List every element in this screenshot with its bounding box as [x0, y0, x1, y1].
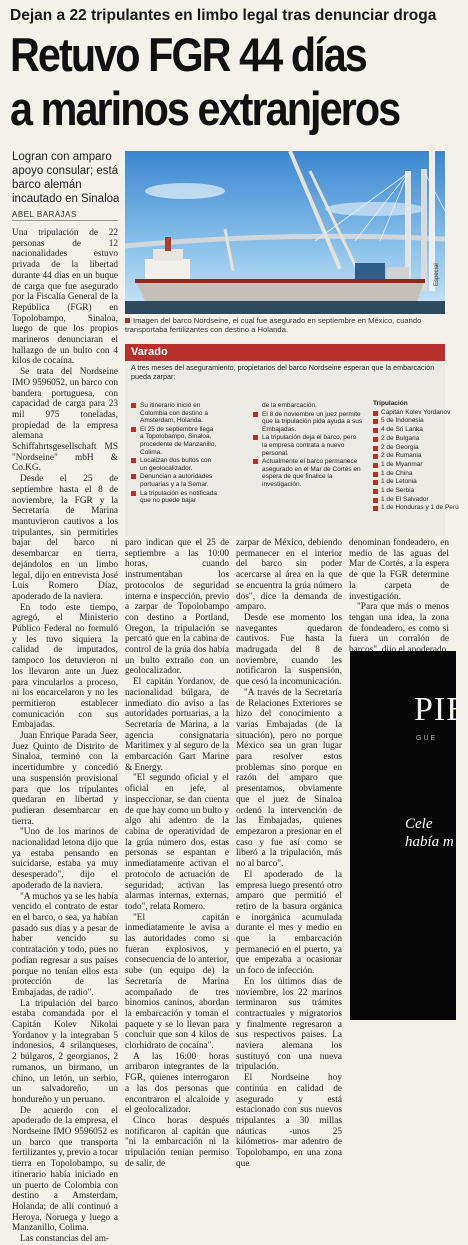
caption-marker	[125, 318, 130, 323]
timeline-item: Su itinerario inició en Colombia con destino a Amsterdam, Holanda.	[131, 402, 217, 425]
paragraph: Cinco horas después notificaron al capitán que "ni la embarcación ni la tripulación tenían permiso de salir, de	[125, 1115, 229, 1169]
paragraph: A las 16:00 horas arribaron integrantes de la FGR, quienes interrogaron a las dos personas que encontraron el alcaloide y el geolocalizador.	[125, 1051, 229, 1116]
paragraph: "El segundo oficial y el oficial en jefe, al inspeccionar, se dan cuenta de que hay como un bulto y algo ahí adentro de la cabina de operatividad de la grúa número dos, estas personas se espantan e inmediatamente activan el protocolo de actuación de seguridad; activan las alarmas internas, externas, todo", relata Romero.	[125, 773, 229, 912]
advertisement[interactable]	[350, 651, 468, 1020]
paragraph: "A muchos ya se les había vencido el contrato de estar en el barco, o sea, ya habían pasado sus días y a pesar de haber vencido su contratación y todo, pues no podían regresar a sus países porque no tenían ellos esta protección de las Embajadas, de radio".	[12, 891, 118, 998]
crew-row: 1 de Serbia	[373, 487, 445, 496]
article-column-1	[12, 228, 118, 1245]
timeline-item: Localizan dos bultos con un geolocalizador.	[131, 457, 217, 472]
paragraph: El apoderado de la empresa luego presentó otro amparo que permitió el retiro de la basura orgánica e inorgánica acumulada durante el mes y medio en que la embarcación permaneció en el puerto, ya que empezaba a ocasionar un foco de infección.	[236, 869, 342, 977]
sidebar-box	[125, 344, 459, 536]
paragraph: El capitán Yordanov, de nacionalidad búlgara, de inmediato dio aviso a las autoridades portuarias, a la Secretaría de Marina, a la agencia consignataria Maritimex y al seguro de la embarcación Gart Marine & Energy.	[125, 677, 229, 773]
caption-text: Imagen del barco Nordseine, el cual fue asegurado en septiembre en México, cuando transportaba fertilizantes con destino a Holanda.	[125, 316, 422, 335]
crew-title: Tripulación	[373, 400, 408, 407]
paragraph: "A través de la Secretaría de Relaciones Exteriores se hizo del conocimiento a varias Embajadas (de la situación), pero no porque México sea un gran lugar para resolver estos problemas sino porque en razón del amparo que presentamos, obviamente que el juez de Sinaloa ordenó la intervención de las Embajadas, quienes empezaron a presionar en el caso y fue así como se liberó a la tripulación, más no al barco".	[236, 687, 342, 870]
crew-row: 1 de China	[373, 470, 445, 479]
crew-row: 1 de El Salvador	[373, 496, 445, 505]
paragraph: Desde ese momento los navegantes quedaron cautivos. Fue hasta la madrugada del 8 de noviembre, cuando les notificaron la suspensión, que cesó la incomunicación.	[236, 612, 342, 688]
paragraph: denominan fondeadero, en medio de las aguas del Mar de Cortés, a la espera de que la FGR determine la carpeta de investigación.	[349, 538, 449, 602]
paragraph: Se trata del Nordseine IMO 9596052, un barco con bandera portuguesa, con capacidad de carga para 23 mil 975 toneladas, propiedad de la empresa alemana Schiffahrtsgesellschaft MS "Nordseine" mbH & Co.KG.	[12, 367, 118, 474]
ship-photo	[125, 151, 445, 314]
timeline-middle	[253, 402, 363, 490]
timeline-left	[131, 402, 217, 506]
paragraph: Juan Enrique Parada Seer, Juez Quinto de Distrito de Sinaloa, terminó con la incertidumbre y concedió una suspensión provisional para que los tripulantes quedaran en libertad y pudieran desembarcar en tierra.	[12, 731, 118, 827]
ad-brand: PIE	[414, 691, 468, 728]
paragraph: En los últimos días de noviembre, los 22 marinos terminaron sus trámites contractuales y migratorios y finalmente regresaron a sus respectivos países. La naviera alemana los sustituyó con una nueva tripulación.	[236, 976, 342, 1073]
article-column-3	[236, 538, 342, 1169]
ad-tagline-2: había m	[405, 834, 454, 850]
photo-credit: Especial	[434, 263, 440, 286]
crew-row: 1 de Letonia	[373, 478, 445, 487]
crew-row: Capitán Kolev Yordanov	[373, 409, 445, 418]
sidebar-title: Varado	[131, 346, 168, 358]
timeline-item: La tripulación es notificada que no puede bajar	[131, 490, 217, 505]
paragraph: De acuerdo con el apoderado de la empresa, el Nordseine IMO 9596052 es un barco que transporta fertilizantes y, previo a tocar tierra en Topolobampo, su itinerario había iniciado en un puerto de Colombia con destino a Amsterdam, Holanda; de allí continuó a Heroya, Noruega y luego a Manzanillo, Colima.	[12, 1105, 119, 1234]
byline: ABEL BARAJAS	[12, 210, 77, 219]
paragraph: Una tripulación de 22 personas de 12 nacionalidades estuvo privada de la libertad durante 44 días en un buque de carga que fue asegurado por la Fiscalía General de la República (FGR) en Topolobampo, Sinaloa, luego de que los propios marineros denunciaran el hallazgo de un bulto con 4 kilos de cocaína.	[12, 228, 118, 367]
paragraph: El Nordseine hoy continúa en calidad de asegurado y está estacionado con sus nuevos tripulantes a 30 millas náuticas -unos 25 kilómetros- mar adentro de Topolobampo, en una zona que	[236, 1073, 342, 1169]
kicker: Dejan a 22 tripulantes en limbo legal tras denunciar droga	[10, 7, 437, 24]
headline-line-2: a marinos extranjeros	[10, 82, 400, 135]
crew-row: 1 de Honduras y 1 de Perú	[373, 504, 445, 513]
paragraph: "El capitán inmediatamente le avisa a las autoridades como si fueran explosivos, y consecuencia de lo anterior, sube (un equipo de) la Secretaría de Marina acompañado de tres binomios caninos, abordan la embarcación y toman el paquete y se lo llevan para concluir que son 4 kilos de clorhidrato de cocaína".	[125, 912, 229, 1052]
paragraph: En todo este tiempo, agregó, el Ministerio Público Federal no formuló y les tuvo siquiera la calidad de imputados, tampoco los detuvieron ni los llevaron ante un Juez para vincularlos a proceso, ni los encarcelaron y no les permitieron establecer comunicación con sus Embajadas.	[12, 602, 118, 731]
article-column-2	[125, 538, 229, 1169]
paragraph: "Uno de los marinos de nacionalidad letona dijo que ya estaba pensando en suicidarse, estaba ya muy desesperado", dijo el apoderado de la naviera.	[12, 827, 118, 891]
crew-list	[373, 400, 459, 513]
crew-row: 2 de Rumania	[373, 452, 445, 461]
paragraph: "Para que más o menos tengan una idea, la zona de fondeadero, es como si fuera un corralón de	[349, 602, 449, 645]
photo-caption	[125, 316, 445, 335]
timeline-item: El 8 de noviembre un juez permite que la tripulación pida ayuda a sus Embajadas.	[253, 411, 363, 434]
timeline-item: La tripulación deja el barco, pero la empresa contrata a nuevo personal.	[253, 434, 363, 457]
ad-subtitle: GUE	[416, 735, 438, 742]
crew-row: 4 de Sri Lanka	[373, 426, 445, 435]
crew-row: 2 de Georgia	[373, 444, 445, 453]
timeline-item: El 25 de septiembre llega a Topolobampo, Sinaloa, procedente de Manzanillo, Colima.	[131, 426, 217, 456]
crew-row: 5 de Indonesia	[373, 417, 445, 426]
timeline-item: Actualmente el barco permanece asegurado en el Mar de Cortés en espera de que finalice la investigación.	[253, 458, 363, 488]
crew-row: 2 de Bulgaria	[373, 435, 445, 444]
deck: Logran con amparo apoyo consular; está barco alemán incautado en Sinaloa	[12, 151, 120, 205]
timeline-continuation: de la embarcación.	[262, 402, 317, 409]
byline-rule	[12, 220, 118, 221]
ad-tagline-1: Cele	[405, 816, 433, 832]
ship-illustration	[125, 151, 445, 314]
paragraph: paro indican que el 25 de septiembre a las 10:00 horas, cuando instrumentaban los protocolos de seguridad interna e inspección, previo a zarpar de Topolobampo con destino a Portland, Oregon, la tripulación se percató que en la cabina de control de la grúa dos había un bulto extraño con un geolocalizador.	[125, 538, 229, 677]
article-column-4	[349, 538, 449, 656]
paragraph: La tripulación del barco estaba comandada por el Capitán Kolev Nikolai Yordanov y la integraban 5 indonesios, 4 srilanqueses, 2 búlgaros, 2 georgianos, 2 rumanos, un birmano, un chino, un letón, un serbio, un salvadoreño, un hondureño y un peruano.	[12, 998, 118, 1105]
paragraph: Desde el 25 de septiembre hasta el 8 de noviembre, la FGR y la Secretaría de Marina mantuvieron cautivos a los tripulantes, sin permitirles bajar del barco ni desembarcar en tierra, dejándolos en un limbo legal, dijo en entrevista José Luis Romero Díaz, apoderado de la naviera.	[12, 474, 118, 602]
paragraph: Las constancias del am-	[20, 1234, 110, 1245]
headline-line-1: Retuvo FGR 44 días	[10, 28, 366, 81]
sidebar-header	[125, 344, 445, 361]
paragraph: zarpar de México, debiendo permanecer en el interior del barco sin poder acercarse al área en la que se encuentra la grúa número dos", dice la demanda de amparo.	[236, 538, 342, 613]
sidebar-intro: A tres meses del aseguramiento, propietarios del barco Nordseine esperan que la embarcación pueda zarpar:	[131, 363, 435, 381]
crew-row: 1 de Myanmar	[373, 461, 445, 470]
timeline-item: Denuncian a autoridades portuarias y a la Semar.	[131, 473, 217, 488]
